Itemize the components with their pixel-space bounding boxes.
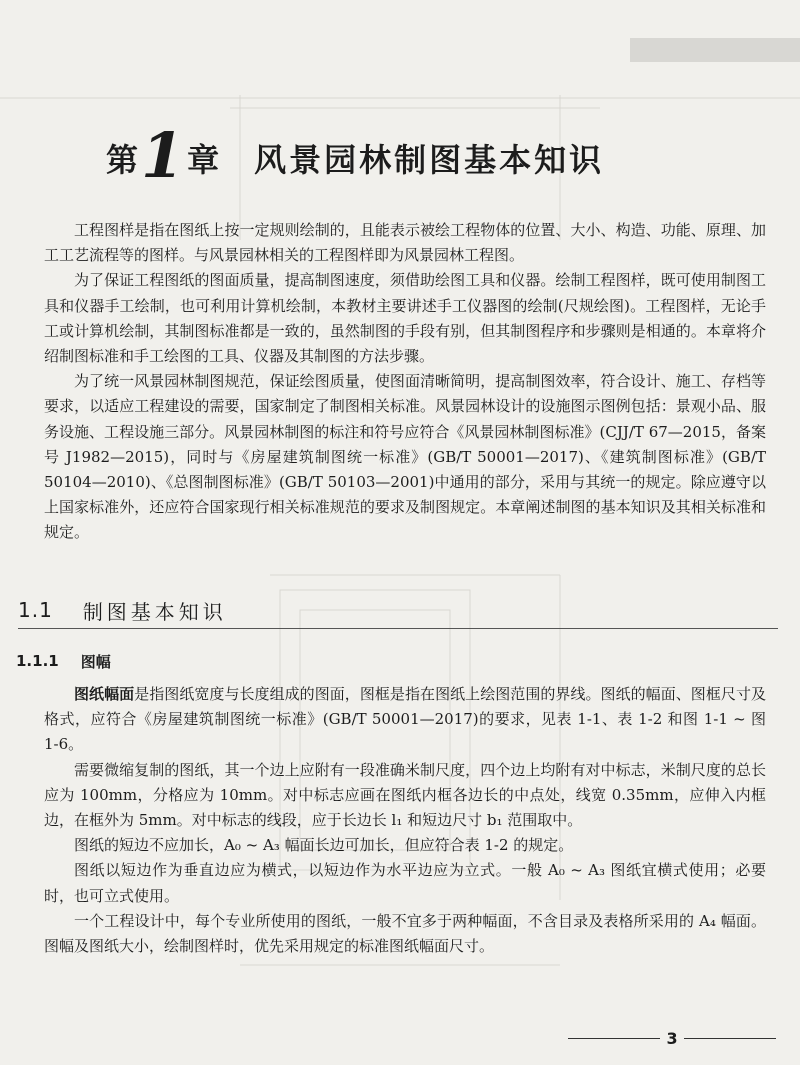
body-paragraph: 一个工程设计中，每个专业所使用的图纸，一般不宜多于两种幅面，不含目录及表格所采用的 A₄ 幅面。图幅及图纸大小，绘制图样时，优先采用规定的标准图纸幅面尺寸。 — [44, 911, 766, 956]
intro-paragraph: 为了保证工程图纸的图面质量，提高制图速度，须借助绘图工具和仪器。绘制工程图样，既可使用制图工具和仪器手工绘制，也可利用计算机绘制，本教材主要讲述手工仪器图的绘制(尺规绘图)。工程图样，无论手工或计算机绘制，其制图标准都是一致的，虽然制图的手段有别，但其制图程序和步骤则是相通的。本章将介绍制图标准和手工绘图的工具、仪器及其制图的方法步骤。 — [44, 271, 766, 366]
intro-text — [44, 218, 766, 546]
section-title: 制图基本知识 — [82, 599, 227, 624]
page-number: 3 — [666, 1028, 678, 1048]
intro-paragraph: 为了统一风景园林制图规范，保证绘图质量，使图面清晰简明，提高制图效率，符合设计、施工、存档等要求，以适应工程建设的需要，国家制定了制图相关标准。风景园林设计的设施图示图例包括：景观小品、服务设施、工程设施三部分。风景园林制图的标注和符号应符合《风景园林制图标准》(CJJ/T 67—2015，备案号 J1982—2015)，同时与《房屋建筑制图统一标准》(GB/T 50001—2017)、《建筑制图标准》(GB/T 50104—2010)、《总图制图标准》(GB/T 50103—2001)中通用的部分，采用与其统一的规定。除应遵守以上国家标准外，还应符合国家现行相关标准规范的要求及制图规定。本章阐述制图的基本知识及其相关标准和规定。 — [44, 372, 766, 542]
body-paragraph-text: 是指图纸宽度与长度组成的图面，图框是指在图纸上绘图范围的界线。图纸的幅面、图框尺寸及格式，应符合《房屋建筑制图统一标准》(GB/T 50001—2017)的要求，见表 1-1、表 1-2 和图 1-1 ~ 图 1-6。 — [44, 685, 766, 754]
chapter-name: 风景园林制图基本知识 — [254, 141, 605, 179]
chapter-prefix: 第 — [106, 141, 140, 179]
chapter-suffix: 章 — [187, 141, 221, 179]
chapter-title — [106, 119, 706, 192]
body-paragraph: 需要微缩复制的图纸，其一个边上应附有一段准确米制尺度，四个边上均附有对中标志，米制尺度的总长应为 100mm，分格应为 10mm。对中标志应画在图纸内框各边长的中点处，线宽 0.35mm，应伸入内框边，在框外为 5mm。对中标志的线段，应于长边长 l₁ 和短边尺寸 b₁ 范围取中。 — [44, 760, 766, 830]
section-rule — [18, 628, 778, 629]
footer-dash-left — [568, 1038, 660, 1039]
page-footer — [562, 1028, 782, 1048]
body-text — [44, 682, 766, 959]
term-highlight: 图纸幅面 — [74, 685, 135, 703]
section-heading — [18, 593, 778, 627]
body-paragraph: 图纸以短边作为垂直边应为横式，以短边作为水平边应为立式。一般 A₀ ~ A₃ 图纸宜横式使用；必要时，也可立式使用。 — [44, 861, 766, 905]
footer-dash-right — [684, 1038, 776, 1039]
body-paragraph — [44, 682, 766, 758]
subsection-number: 1.1.1 — [16, 652, 59, 670]
intro-paragraph: 工程图样是指在图纸上按一定规则绘制的，且能表示被绘工程物体的位置、大小、构造、功能、原理、加工工艺流程等的图样。与风景园林相关的工程图样即为风景园林工程图。 — [44, 221, 766, 265]
chapter-number: 1 — [141, 119, 186, 192]
subsection-title: 图幅 — [80, 652, 111, 671]
section-number: 1.1 — [18, 598, 53, 622]
subsection-heading — [16, 648, 111, 674]
running-header-band — [630, 38, 800, 62]
body-paragraph: 图纸的短边不应加长，A₀ ~ A₃ 幅面长边可加长，但应符合表 1-2 的规定。 — [74, 836, 574, 855]
